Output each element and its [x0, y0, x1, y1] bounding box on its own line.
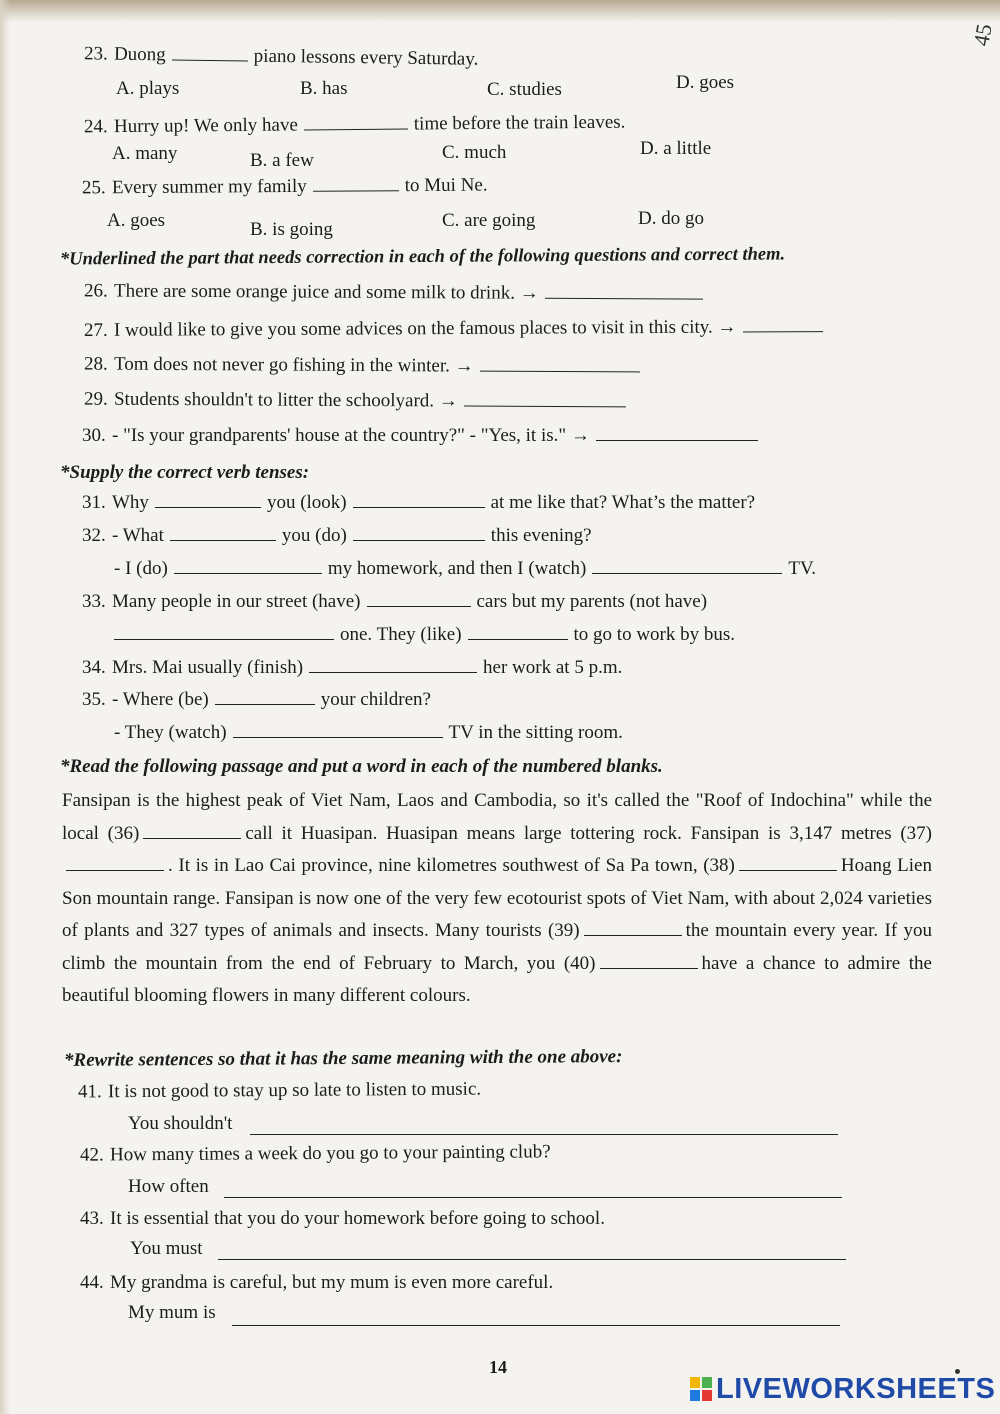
- question-44: 44. My grandma is careful, but my mum is even more careful.: [80, 1272, 554, 1293]
- question-35: 35. - Where (be) your children?: [82, 689, 431, 710]
- blank-37[interactable]: [66, 856, 164, 871]
- question-33: 33. Many people in our street (have) cars but my parents (not have): [82, 591, 708, 612]
- question-32: 32. - What you (do) this evening?: [82, 525, 592, 546]
- answer-blank[interactable]: [174, 572, 322, 574]
- section-heading-rewrite: *Rewrite sentences so that it has the same meaning with the one above:: [63, 1046, 623, 1071]
- question-34: 34. Mrs. Mai usually (finish) her work at 5 p.m.: [82, 657, 623, 678]
- option-a[interactable]: A. many: [112, 143, 178, 164]
- question-32-line2: - I (do) my homework, and then I (watch) TV.: [114, 558, 816, 579]
- answer-blank[interactable]: [545, 297, 703, 300]
- question-30: 30. - "Is your grandparents' house at the country?" - "Yes, it is." →: [82, 425, 764, 448]
- prompt-41: You shouldn't: [128, 1113, 233, 1134]
- option-d[interactable]: D. a little: [640, 138, 712, 159]
- answer-blank[interactable]: [114, 638, 334, 640]
- answer-blank[interactable]: [596, 439, 758, 441]
- answer-line-44[interactable]: [232, 1324, 840, 1326]
- question-42: 42. How many times a week do you go to your painting club?: [79, 1141, 551, 1166]
- question-26: 26. There are some orange juice and some milk to drink. →: [84, 280, 709, 306]
- blank-36[interactable]: [143, 824, 241, 839]
- answer-blank[interactable]: [743, 330, 823, 332]
- answer-blank[interactable]: [468, 638, 568, 640]
- answer-line-41[interactable]: [250, 1133, 838, 1135]
- answer-line-43[interactable]: [218, 1258, 846, 1260]
- question-28: 28. Tom does not never go fishing in the winter. →: [84, 354, 646, 380]
- option-c[interactable]: C. much: [442, 142, 507, 163]
- logo-text: LIVEWORKSHEETS: [716, 1372, 996, 1405]
- question-31: 31. Why you (look) at me like that? What’s the matter?: [82, 492, 756, 513]
- scan-edge: [0, 0, 10, 1414]
- reading-passage: Fansipan is the highest peak of Viet Nam, Laos and Cambodia, so it's called the "Roof of Indochina" while the local (36) call it Huasipan. Huasipan means large tottering rock. Fansipan is 3,147 metres (37). It is in Lao Cai province, nine kilometres southwest of Sa Pa town, (38) Hoang Lien Son mountain range. Fansipan is now one of the very few ecotourist spots of Viet Nam, with about 2,024 varieties of plants and 327 types of animals and insects. Many tourists (39) the mountain every year. If you climb the mountain from the end of February to March, you (40) have a chance to admire the beautiful blooming flowers in many different colours.: [62, 790, 933, 1006]
- question-24: 24. Hurry up! We only have time before the train leaves.: [83, 111, 626, 138]
- answer-blank[interactable]: [464, 405, 626, 408]
- question-27: 27. I would like to give you some advices on the famous places to visit in this city. →: [84, 316, 829, 343]
- liveworksheets-logo[interactable]: [690, 1374, 995, 1404]
- answer-blank[interactable]: [592, 572, 782, 574]
- scan-shadow: [0, 0, 1000, 22]
- blank-38[interactable]: [739, 856, 837, 871]
- question-33-line2: one. They (like) to go to work by bus.: [108, 624, 735, 647]
- section-heading-reading: *Read the following passage and put a word in each of the numbered blanks.: [60, 756, 663, 777]
- option-c[interactable]: C. studies: [487, 79, 562, 100]
- answer-blank[interactable]: [172, 58, 248, 61]
- corner-page-mark: 45: [968, 21, 997, 48]
- answer-blank[interactable]: [233, 736, 443, 738]
- question-number: 24.: [83, 116, 108, 138]
- question-29: 29. Students shouldn't to litter the schoolyard. →: [84, 389, 632, 415]
- option-a[interactable]: A. goes: [107, 210, 166, 231]
- option-b[interactable]: B. is going: [250, 219, 333, 240]
- blank-40[interactable]: [600, 954, 698, 969]
- option-d[interactable]: D. do go: [638, 208, 704, 229]
- answer-blank[interactable]: [309, 671, 477, 673]
- question-35-line2: - They (watch) TV in the sitting room.: [114, 722, 623, 743]
- question-number: 25.: [81, 177, 106, 199]
- question-43: 43. It is essential that you do your homework before going to school.: [80, 1208, 605, 1229]
- prompt-42: How often: [128, 1176, 209, 1197]
- answer-blank[interactable]: [353, 539, 485, 541]
- prompt-43: You must: [130, 1238, 203, 1259]
- question-number: 23.: [83, 43, 108, 65]
- option-b[interactable]: B. a few: [250, 150, 314, 171]
- section-heading-correction: *Underlined the part that needs correction in each of the following questions and correct them.: [59, 244, 786, 270]
- question-41: 41. It is not good to stay up so late to listen to music.: [77, 1078, 482, 1103]
- answer-blank[interactable]: [215, 703, 315, 705]
- answer-line-42[interactable]: [224, 1196, 842, 1198]
- option-a[interactable]: A. plays: [116, 78, 180, 99]
- logo-icon: [690, 1377, 712, 1401]
- answer-blank[interactable]: [480, 370, 640, 373]
- blank-39[interactable]: [584, 921, 682, 936]
- option-b[interactable]: B. has: [300, 78, 348, 99]
- page-number: 14: [489, 1357, 507, 1377]
- answer-blank[interactable]: [170, 539, 276, 541]
- answer-blank[interactable]: [313, 189, 399, 192]
- prompt-44: My mum is: [128, 1302, 216, 1323]
- answer-blank[interactable]: [304, 128, 408, 131]
- question-23: 23. Duong piano lessons every Saturday.: [83, 43, 479, 70]
- section-heading-tenses: *Supply the correct verb tenses:: [60, 462, 310, 483]
- option-d[interactable]: D. goes: [676, 72, 735, 93]
- answer-blank[interactable]: [155, 506, 261, 508]
- question-25: 25. Every summer my family to Mui Ne.: [81, 174, 488, 199]
- option-c[interactable]: C. are going: [442, 210, 536, 231]
- answer-blank[interactable]: [353, 506, 485, 508]
- answer-blank[interactable]: [367, 605, 471, 607]
